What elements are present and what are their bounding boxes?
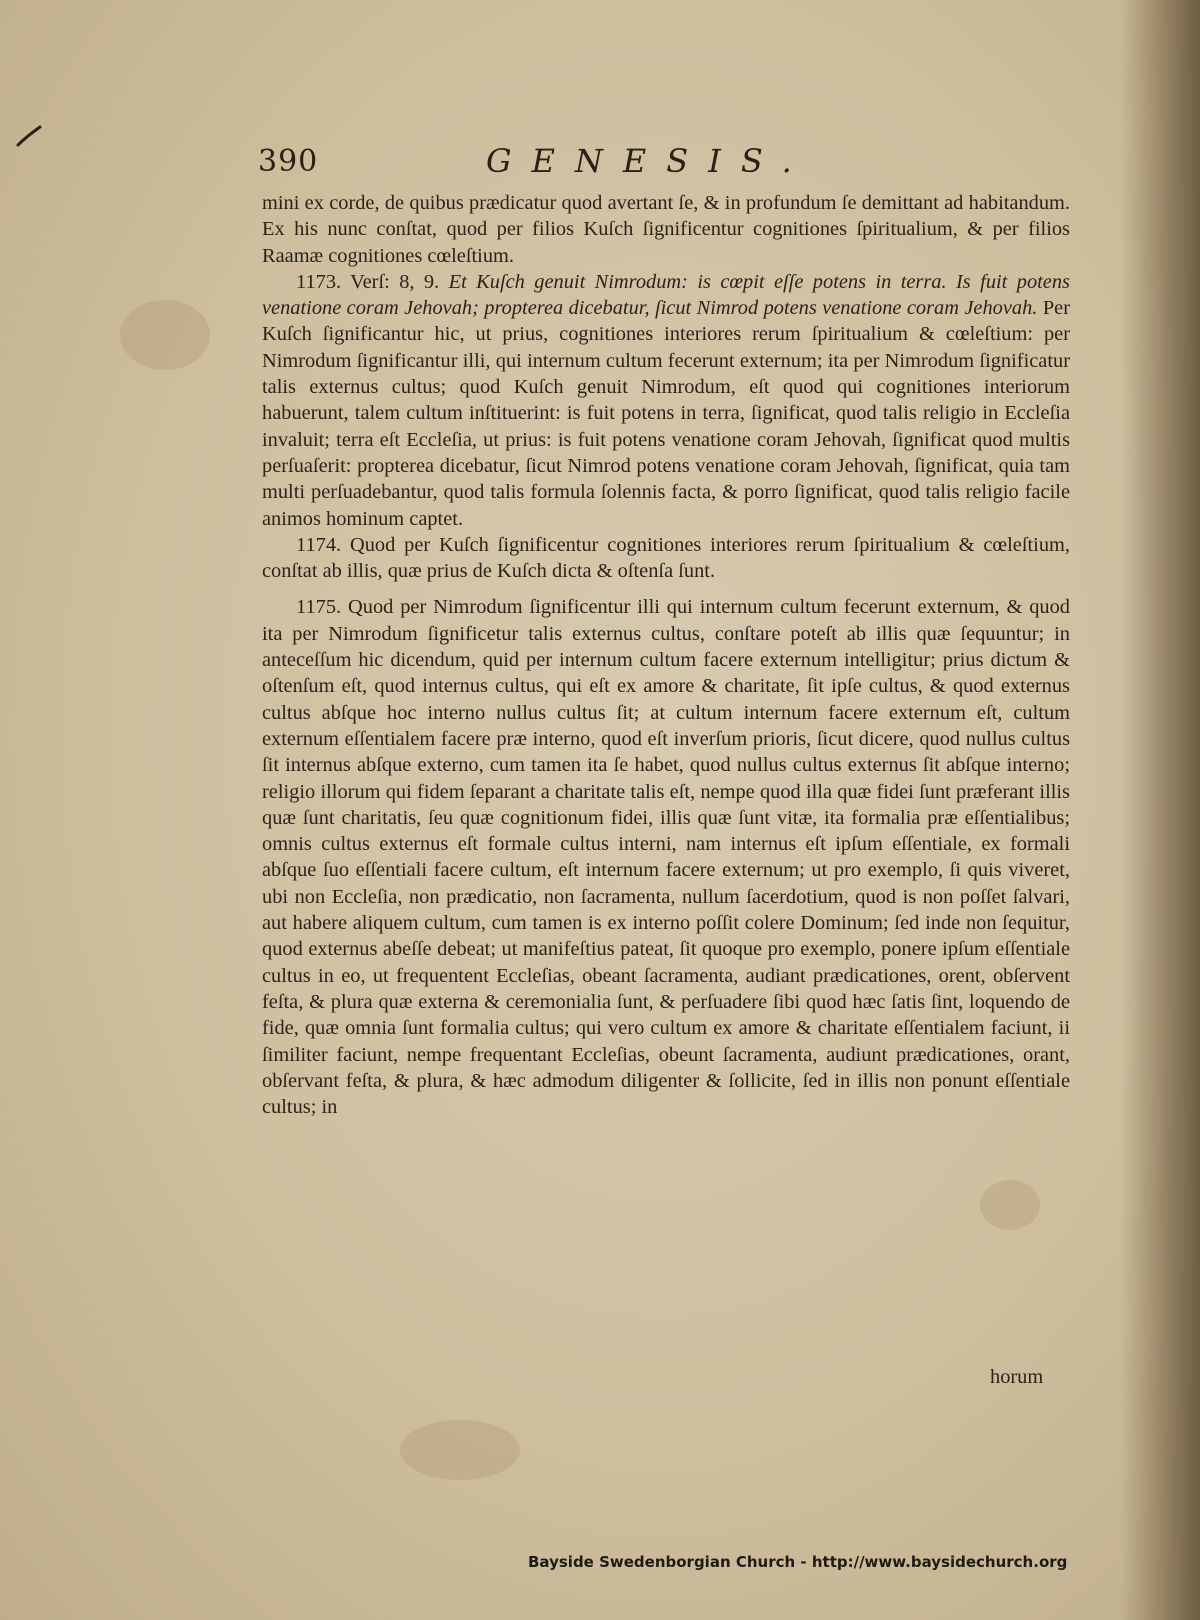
pen-mark-icon — [16, 125, 42, 147]
verse-reference: Verſ: 8, 9. — [350, 270, 440, 293]
paragraph-continued — [262, 190, 1070, 269]
paragraph-1173 — [262, 269, 1070, 532]
paragraph-number: 1173. — [296, 270, 342, 293]
paragraph-text: Per Kuſch ſignificantur hic, ut prius, cognitiones interiores rerum ſpiritualium & cœleſtium: per Nimrodum ſignificantur illi, qui internum cultum fecerunt externum; ita per Nimrodum ſignificatur talis externus cultus; quod Kuſch genuit Nimrodum, eſt quod qui cognitiones interiorum habuerunt, talem cultum inſtituerint: is fuit potens in terra, ſignificat, quod talis religio in Eccleſia invaluit; terra eſt Eccleſia, ut prius: is fuit potens venatione coram Jehovah, ſignificat quod multis perſuaſerit: propterea dicebatur, ſicut Nimrod potens venatione coram Jehovah, ſignificat, quia tam multi perſuadebantur, quod talis formula ſolennis facta, & porro ſignificat, quod talis religio facile animos hominum captet. — [262, 297, 1070, 530]
verse-quotation: Et Kuſch genuit Nimrodum: is cœpit eſſe potens in terra. Is fuit potens venatione coram Jehovah; propterea dicebatur, ſicut Nimrod potens venatione coram Jehovah. — [262, 270, 1070, 320]
paper-stain — [120, 300, 210, 370]
paragraph-text: Quod per Kuſch ſignificentur cognitiones interiores rerum ſpiritualium & cœleſtium, conſtat ab illis, quæ prius de Kuſch dicta & oſtenſa ſunt. — [262, 533, 1070, 583]
page-number: 390 — [258, 144, 319, 179]
paragraph-number: 1175. — [296, 596, 342, 619]
paragraph-number: 1174. — [296, 533, 342, 556]
body-text — [262, 190, 1070, 1120]
catchword: horum — [990, 1366, 1044, 1388]
watermark-footer: Bayside Swedenborgian Church - http://www.baysidechurch.org — [528, 1553, 1068, 1571]
paper-stain — [980, 1180, 1040, 1230]
running-title: GENESIS. — [486, 142, 812, 180]
paper-stain — [400, 1420, 520, 1480]
page-header — [258, 138, 1058, 188]
paragraph-text: mini ex corde, de quibus prædicatur quod avertant ſe, & in profundum ſe demittant ad habitandum. Ex his nunc conſtat, quod per filios Kuſch ſignificentur cognitiones ſpiritualium, & per filios Raamæ cognitiones cœleſtium. — [262, 192, 1070, 267]
paragraph-1175 — [262, 594, 1070, 1120]
paragraph-text: Quod per Nimrodum ſignificentur illi qui internum cultum fecerunt externum, & quod ita per Nimrodum ſignificetur talis externus cultus, conſtare poteſt ab illis quæ ſequuntur; in anteceſſum hic dicendum, quid per internum cultum facere externum intelligitur; prius dictum & oſtenſum eſt, quod internus cultus, qui eſt ex amore & charitate, ſit ipſe cultus, & quod externus cultus abſque hoc interno nullus cultus ſit; at cultum internum facere externum eſt, cultum externum eſſentialem facere præ interno, quod eſt inverſum prioris, ſicut dicere, quod nullus cultus ſit internus abſque externo, cum tamen ita ſe habet, quod nullus cultus externus ſit abſque interno; religio illorum qui fidem ſeparant a charitate talis eſt, nempe quod illa quæ fidei ſunt præferant illis quæ ſunt charitatis, ſeu quæ cognitionum fidei, illis quæ ſunt vitæ, ita formalia præ eſſentialibus; omnis cultus externus eſt formale cultus interni, nam internus eſt ipſum eſſentiale, ex formali abſque ſuo eſſentiali facere cultum, eſt internum facere externum; ut pro exemplo, ſi quis viveret, ubi non Eccleſia, non prædicatio, non ſacramenta, nullum ſacerdotium, quod is non poſſet ſalvari, aut habere aliquem cultum, cum tamen is ex interno poſſit colere Dominum; ſed inde non ſequitur, quod externus abeſſe debeat; ut manifeſtius pateat, ſit quoque pro exemplo, ponere ipſum eſſentiale cultus in eo, ut frequentent Eccleſias, obeant ſacramenta, audiant prædicationes, orent, obſervent feſta, & plura quæ externa & ceremonialia ſunt, & perſuadere ſibi quod hæc ſatis ſint, loquendo de fide, quæ omnia ſunt formalia cultus; qui vero cultum ex amore & charitate eſſentialem faciunt, ii ſimiliter faciunt, nempe frequentant Eccleſias, obeunt ſacramenta, audiunt prædicationes, orant, obſervant feſta, & plura, & hæc admodum diligenter & ſollicite, ſed in illis non ponunt eſſentiale cultus; in — [262, 596, 1070, 1119]
binding-gutter-shadow — [1120, 0, 1200, 1620]
paragraph-1174 — [262, 532, 1070, 585]
